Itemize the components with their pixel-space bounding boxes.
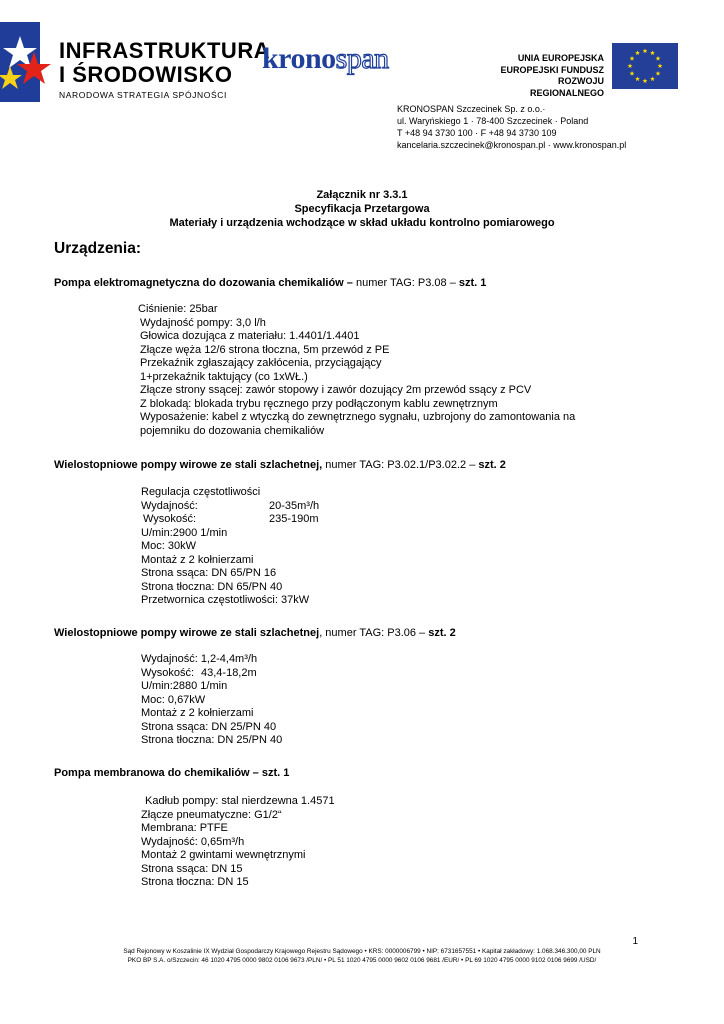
spec-line: Montaż 2 gwintami wewnętrznymi	[141, 849, 306, 861]
company-street: ul. Waryńskiego 1 · 78-400 Szczecinek · Poland	[397, 116, 589, 126]
spec-line: Wyposażenie: kabel z wtyczką do zewnętrznego sygnału, uzbrojony do zamontowania na	[140, 411, 576, 423]
section-tag: , numer TAG: P3.06 –	[319, 627, 426, 639]
spec-line: Wydajność: 0,65m³/h	[141, 835, 245, 848]
section-heading-multistage-pumps-2	[54, 626, 456, 640]
spec-line: Strona ssąca: DN 65/PN 16	[141, 567, 277, 579]
spec-line: Wydajność: 1,2-4,4m³/h	[141, 653, 258, 665]
spec-line: Moc: 30kW	[141, 540, 197, 552]
spec-line: Wydajność pompy: 3,0 l/h	[140, 316, 266, 329]
spec-line: Ciśnienie: 25bar	[138, 303, 218, 315]
section-tag: numer TAG: P3.08 –	[352, 277, 456, 289]
logo-line-infrastruktura: INFRASTRUKTURA	[59, 38, 271, 63]
section-heading-membrane-pump	[54, 766, 289, 780]
spec-line: Przetwornica częstotliwości: 37kW	[141, 594, 310, 606]
kronospan-logo-span: span	[335, 42, 389, 75]
footer-bank-line: PKO BP S.A. o/Szczecin: 46 1020 4795 0000 9802 0106 9673 /PLN/ • PL 51 1020 4795 0000 9602 0106 9681 /EUR/ • PL 69 1020 4795 0000 9102 0106 9699 /USD/	[127, 956, 597, 964]
eu-star-icon	[635, 50, 640, 55]
eu-label-line2: EUROPEJSKI FUNDUSZ	[500, 64, 604, 75]
spec-line: Strona ssąca: DN 15	[141, 862, 243, 875]
spec-line: Strona tłoczna: DN 65/PN 40	[141, 580, 283, 593]
spec-key: Wysokość:	[143, 513, 197, 525]
spec-line: Regulacja częstotliwości	[141, 486, 261, 498]
spec-line: U/min:2880 1/min	[141, 680, 228, 692]
eu-star-icon	[656, 71, 661, 76]
spec-list-multistage-pumps-2	[141, 653, 282, 748]
eu-star-icon	[635, 76, 640, 81]
eu-label-line3: ROZWOJU REGIONALNEGO	[529, 76, 604, 98]
spec-line: Membrana: PTFE	[141, 822, 228, 834]
spec-line: Moc: 0,67kW	[141, 693, 206, 706]
eu-star-icon	[650, 76, 655, 81]
spec-value: 20-35m³/h	[269, 499, 320, 512]
devices-heading: Urządzenia:	[54, 240, 141, 257]
spec-list-membrane-pump	[141, 795, 335, 890]
section-heading-dosing-pump	[54, 276, 486, 290]
eu-star-icon	[630, 71, 635, 76]
attachment-number: Załącznik nr 3.3.1	[316, 189, 408, 201]
section-name: Pompa elektromagnetyczna do dozowania chemikaliów –	[54, 277, 353, 289]
spec-list-multistage-pumps-1	[141, 486, 319, 608]
page-footer	[0, 948, 724, 965]
section-name: Pompa membranowa do chemikaliów – szt. 1	[54, 767, 290, 779]
kronospan-logo	[262, 43, 422, 75]
section-tag: numer TAG: P3.02.1/P3.02.2 –	[322, 459, 476, 471]
spec-line: Montaż z 2 kołnierzami	[141, 553, 254, 566]
spec-key: Wydajność:	[141, 499, 198, 512]
eu-star-icon	[643, 48, 648, 53]
spec-line: Złącze pneumatyczne: G1/2“	[141, 808, 282, 821]
spec-line: Montaż z 2 kołnierzami	[141, 707, 254, 719]
section-qty: szt. 2	[475, 459, 506, 471]
section-qty: szt. 2	[425, 627, 456, 639]
page-number: 1	[632, 936, 638, 947]
spec-line: Strona tłoczna: DN 15	[141, 876, 249, 888]
eu-flag-icon	[612, 43, 678, 89]
eu-label-line1: UNIA EUROPEJSKA	[517, 53, 604, 63]
company-address	[397, 103, 626, 151]
specification-title: Specyfikacja Przetargowa	[294, 203, 430, 215]
eu-fund-label	[484, 53, 604, 99]
logo-line-srodowisko: I ŚRODOWISKO	[59, 62, 233, 87]
spec-line: Przekaźnik zgłaszający zakłócenia, przyciągający	[140, 357, 382, 369]
materials-title: Materiały i urządzenia wchodzące w skład układu kontrolno pomiarowego	[169, 217, 555, 229]
spec-value: 235-190m	[269, 513, 319, 525]
eu-star-icon	[630, 56, 635, 61]
eu-star-icon	[658, 63, 663, 68]
document-title	[0, 188, 724, 230]
kronospan-logo-krono: krono	[262, 42, 336, 75]
eu-star-icon	[656, 56, 661, 61]
spec-line: Kadłub pompy: stal nierdzewna 1.4571	[145, 795, 335, 807]
spec-line: U/min:2900 1/min	[141, 526, 228, 539]
spec-line: pojemniku do dozowania chemikaliów	[140, 424, 325, 437]
spec-line: 1+przekaźnik taktujący (co 1xWŁ.)	[140, 370, 308, 383]
section-name: Wielostopniowe pompy wirowe ze stali szlachetnej,	[54, 459, 323, 471]
company-contact: kancelaria.szczecinek@kronospan.pl · www.kronospan.pl	[397, 140, 627, 150]
spec-value: 43,4-18,2m	[201, 666, 257, 679]
spec-line: Głowica dozująca z materiału: 1.4401/1.4401	[140, 330, 360, 342]
spec-line: Złącze węża 12/6 strona tłoczna, 5m przewód z PE	[140, 343, 390, 356]
logo-line-strategia: NARODOWA STRATEGIA SPÓJNOŚCI	[59, 90, 227, 100]
company-name: KRONOSPAN Szczecinek Sp. z o.o.·	[397, 104, 546, 114]
eu-star-icon	[628, 63, 633, 68]
company-phone: T +48 94 3730 100 · F +48 94 3730 109	[397, 128, 557, 138]
spec-line: Z blokadą: blokada trybu ręcznego przy podłączonym kablu zewnętrznym	[140, 397, 498, 410]
spec-line: Strona tłoczna: DN 25/PN 40	[141, 734, 283, 746]
section-name: Wielostopniowe pompy wirowe ze stali szlachetnej	[54, 627, 320, 639]
section-heading-multistage-pumps-1	[54, 458, 506, 472]
eu-star-icon	[643, 78, 648, 83]
section-qty: szt. 1	[455, 277, 487, 289]
spec-line: Strona ssąca: DN 25/PN 40	[141, 720, 277, 733]
spec-line: Złącze strony ssącej: zawór stopowy i zawór dozujący 2m przewód ssący z PCV	[140, 384, 532, 396]
footer-registry-line: Sąd Rejonowy w Koszalinie IX Wydział Gospodarczy Krajowego Rejestru Sądowego • KRS: 0000006799 • NIP: 6731657551 • Kapitał zakładowy: 1.068.346.300,00 PLN	[123, 948, 601, 955]
star-emblem-icon	[0, 22, 54, 102]
infrastruktura-srodowisko-logo	[0, 22, 271, 102]
eu-star-icon	[650, 50, 655, 55]
spec-key: Wysokość:	[141, 666, 195, 679]
spec-list-dosing-pump	[140, 303, 575, 438]
